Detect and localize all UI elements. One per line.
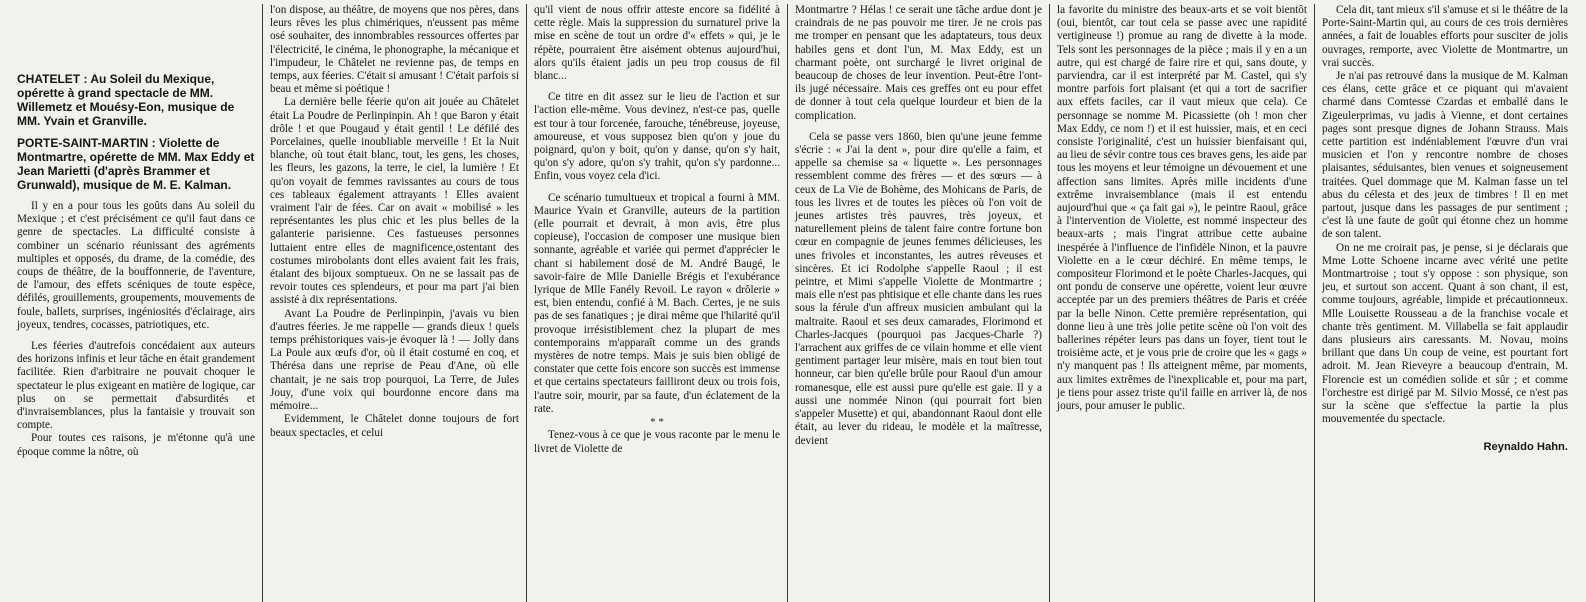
paragraph: qu'il vient de nous offrir atteste encore sa fidélité à cette règle. Mais la suppression du surnaturel prive la mise en scène de tout un ordre d'« effets » qui, je le répète, pourraient être aisément obtenus aujourd'hui, alors qu'ils étaient jadis un peu trop cousus de fil blanc... bbox=[534, 4, 780, 83]
paragraph: Avant La Poudre de Perlinpinpin, j'avais vu bien d'autres féeries. Je me rappelle — grands dieux ! quels temps préhistoriques vais-je évoquer là ! — Jolly dans La Poule aux œufs d'or, où il était costumé en coq, et Thérésa dans une reprise de Peau d'Ane, où elle chantait, je ne sais trop pourquoi, La Terre, de Jules Jouy, d'une voix qui bourdonne encore dans ma mémoire... bbox=[270, 307, 519, 413]
author-signature: Reynaldo Hahn. bbox=[1483, 440, 1568, 453]
paragraph: Cela dit, tant mieux s'il s'amuse et si le théâtre de la Porte-Saint-Martin qui, au cours de ces trois dernières années, a fait de louables efforts pour susciter de jolis ouvrages, remporte, avec Violette de Montmartre, un vrai succès. bbox=[1322, 4, 1568, 69]
paragraph: Cela se passe vers 1860, bien qu'une jeune femme s'écrie : « J'ai la dent », pour dire qu'elle a faim, et appelle sa chemise sa « liquette ». Les personnages ressemblent comme des frères — et des sœurs — à ceux de La Vie de Bohème, des Mohicans de Paris, de tous les livres et de toutes les pièces où l'on voit de jeunes artistes très pauvres, très joyeux, et naturellement pleins de talent faire contre fortune bon cœur en compagnie de jeunes femmes délicieuses, les unes frivoles et inconstantes, les autres rêveuses et sincères. Et ici Rodolphe s'appelle Raoul ; il est peintre, et Mimi s'appelle Violette de Montmartre ; mais elle n'est pas phtisique et elle chante dans les rues sous la férule d'un affreux musicien ambulant qui la maltraite. Raoul et ses deux camarades, Florimond et Charles-Jacques (pourquoi pas Jacques-Charle ?) l'arrachent aux griffes de ce vilain homme et elle vient gentiment partager leur misère, mais en tout bien tout honneur, car bien qu'elle brûle pour Raoul d'un amour romanesque, elle est aussi pure qu'elle est gaie. Il y a aussi une nommée Ninon (qui pourrait fort bien s'appeler Musette) et qui, abandonnant Raoul dont elle était, au lever du rideau, le modèle et la maîtresse, devient bbox=[795, 130, 1042, 447]
column-5 bbox=[1050, 4, 1315, 602]
paragraph: Les féeries d'autrefois concédaient aux auteurs des horizons infinis et leur tâche en était grandement facilitée. Rien d'arbitraire ne pouvait choquer le spectateur le plus exigeant en matière de logique, car plus on se permettait d'absurdités et d'invraisemblances, plus la fantaisie y trouvait son compte. bbox=[17, 340, 255, 432]
column-2 bbox=[263, 4, 527, 602]
paragraph: Il y en a pour tous les goûts dans Au soleil du Mexique ; et c'est précisément ce qu'il faut dans ce genre de spectacles. La difficulté consiste à combiner un scénario réunissant des agréments multiples et opposés, du drame, de la comédie, des coups de théâtre, de la bouffonnerie, de l'aventure, de l'amour, des effets scéniques de toute espèce, défilés, grouillements, groupements, mouvements de foule, ballets, surprises, ingéniosités d'éclairage, airs joyeux, tendres, cocasses, patriotiques, etc. bbox=[17, 200, 255, 331]
paragraph: Evidemment, le Châtelet donne toujours de fort beaux spectacles, et celui bbox=[270, 413, 519, 439]
paragraph: l'on dispose, au théâtre, de moyens que nos pères, dans leurs rêves les plus chimériques, n'eussent pas même osé souhaiter, des innombrables ressources offertes par l'électricité, le cinéma, le phonographe, la mécanique et l'impudeur, le Châtelet ne revienne pas, de temps en temps, aux féeries. C'était si amusant ! C'était parfois si beau et même si poétique ! bbox=[270, 4, 519, 96]
paragraph: On ne me croirait pas, je pense, si je déclarais que Mme Lotte Schoene incarne avec vérité une petite Montmartroise ; tout s'y oppose : son physique, son jeu, et surtout son accent. Quant à son chant, il est, comme toujours, agréable, limpide et précautionneux. Mlle Louisette Rousseau a de la franchise vocale et chante très gentiment. M. Villabella se fait applaudir dans plusieurs airs caressants. M. Novau, moins brillant que dans Un coup de veine, est pourtant fort adroit. M. Jean Rieveyre a beaucoup d'entrain, M. Florencie est un comédien solide et sûr ; et comme l'orchestre est dirigé par M. Silvio Mossé, ce n'est pas sur la scène que s'effectue la partie la plus mouvementée du spectacle. bbox=[1322, 241, 1568, 426]
review-heading-porte-saint-martin: PORTE-SAINT-MARTIN : Violette de Montmartre, opérette de MM. Max Eddy et Jean Marietti (d'après Brammer et Grunwald), musique de M. E. Kalman. bbox=[17, 136, 255, 192]
review-heading-chatelet: CHATELET : Au Soleil du Mexique, opérette à grand spectacle de MM. Willemetz et Mouésy-Eon, musique de MM. Yvain et Granville. bbox=[17, 72, 235, 128]
paragraph: Montmartre ? Hélas ! ce serait une tâche ardue dont je craindrais de ne pas pouvoir me tirer. Je ne crois pas me tromper en pensant que les adaptateurs, tous deux habiles gens et dont l'un, M. Max Eddy, est un charmant poète, ont surchargé le livret original de beaucoup de choses de leur invention. Peut-être l'ont-ils jugé nécessaire. Mais ces greffes ont eu pour effet de donner à tout cela quelque lourdeur et bien de la complication. bbox=[795, 4, 1042, 122]
paragraph: Je n'ai pas retrouvé dans la musique de M. Kalman ces élans, cette grâce et ce piquant qui m'avaient charmé dans Comtesse Czardas et emballé dans le Zigeulerprimas, vu jadis à Vienne, et dont certaines pages sont presque dignes de Johann Strauss. Mais cette partition est indéniablement l'œuvre d'un vrai musicien et l'on y rencontre nombre de choses plaisantes, séduisantes, bien venues et soigneusement traitées. Quel dommage que M. Kalman fasse un tel abus du célesta et des jeux de timbres ! Il en met partout, jusque dans les passages de pur sentiment ; c'est là une faute de goût qui étonne chez un homme de son talent. bbox=[1322, 70, 1568, 241]
column-4 bbox=[788, 4, 1050, 602]
paragraph: Pour toutes ces raisons, je m'étonne qu'à une époque comme la nôtre, où bbox=[17, 432, 255, 458]
paragraph: Tenez-vous à ce que je vous raconte par le menu le livret de Violette de bbox=[534, 429, 780, 455]
column-3 bbox=[527, 4, 788, 602]
paragraph: La dernière belle féerie qu'on ait jouée au Châtelet était La Poudre de Perlinpinpin. Ah ! que Baron y était drôle ! et que Pougaud y était gentil ! Le défilé des Porcelaines, quelle inoubliable merveille ! Et la Nuit blanche, où tout était blanc, tout, les gens, les choses, les fleurs, les gazons, la terre, le ciel, la lumière ! Et qu'on voyait de femmes ravissantes au cours de tous ces tableaux également attrayants ! Elles avaient vraiment l'air de fées. Car on avait « mobilisé » les représentantes les plus chic et les plus belles de la galanterie parisienne. Ces fastueuses personnes luttaient entre elles de magnificence,ostentant des costumes mirobolants dont elles avaient fait les frais, étalant des bijoux somptueux. On ne se lassait pas de revoir toutes ces splendeurs, et pour ma part j'ai bien assisté à dix représentations. bbox=[270, 96, 519, 307]
section-separator: * * bbox=[650, 416, 664, 429]
paragraph: Ce titre en dit assez sur le lieu de l'action et sur l'action elle-même. Vous devinez, n'est-ce pas, quelle est tour à tour forcenée, farouche, ténébreuse, joyeuse, amoureuse, et vous supposez bien qu'on y joue du poignard, qu'on y boit, qu'on y danse, qu'on s'y hait, qu'on s'y adore, qu'on s'y trahit, qu'on s'y pardonne... Enfin, vous voyez cela d'ici. bbox=[534, 91, 780, 183]
column-6 bbox=[1315, 4, 1575, 602]
column-1 bbox=[10, 4, 263, 602]
paragraph: Ce scénario tumultueux et tropical a fourni à MM. Maurice Yvain et Granville, auteurs de la partition (elle pourrait et devrait, à mon avis, être plus copieuse), l'occasion de composer une musique bien sonnante, agréable et variée qui permet d'apprécier le chant si habilement dosé de M. André Baugé, le savoir-faire de Mlle Danielle Brégis et l'exubérance lyrique de Mlle Fanély Revoil. Le rayon « drôlerie » est, bien entendu, confié à M. Bach. Certes, je ne suis pas de ses fanatiques ; je dirai même que l'hilarité qu'il provoque irrésistiblement chez la plupart de mes contemporains m'apparaît comme un des grands mystères de notre temps. Mais je suis bien obligé de constater que cette fois encore son succès est immense et que certains spectateurs failliront deux ou trois fois, l'autre soir, mourir, par sa faute, d'un éclatement de la rate. bbox=[534, 191, 780, 415]
paragraph: la favorite du ministre des beaux-arts et se voit bientôt (oui, bientôt, car tout cela se passe avec une rapidité vertigineuse !) promue au rang de divette à la mode. Tels sont les personnages de la pièce ; mais il y en a un autre, qui est chargé de faire rire et qui, sans doute, y parviendra, car il est interprété par M. Castel, qui s'y montre parfois fort plaisant (et qui a tort de sacrifier aux effets faciles, car il vaut mieux que cela). Ce personnage se nomme M. Picassiette (oh ! mon cher Max Eddy, ce nom !) et il est huissier, mais, et en ceci consiste l'originalité, c'est un huissier bienfaisant qui, au lieu de sévir contre tous ces braves gens, les aide par tous les moyens et leur témoigne un dévouement et une affection sans limites. Après mille incidents d'une extrême invraisemblance (mais il est entendu aujourd'hui que « ça fait gai »), le peintre Raoul, grâce à l'intervention de Violette, est nommé inspecteur des beaux-arts ; mais l'ingrat attribue cette aubaine inespérée à l'influence de l'infidèle Ninon, et la pauvre Violette en a le cœur déchiré. En même temps, le compositeur Florimond et le poète Charles-Jacques, qui ont pondu de conserve une opérette, voient leur œuvre acceptée par un des premiers théâtres de Paris et créée par la belle Ninon. Cette première représentation, qui donne lieu à une très jolie petite scène où l'on voit des ballerines répéter leurs pas dans un foyer, tient tout le troisième acte, et je vous prie de croire que les « gags » n'y manquent pas ! Ils atteignent même, par moments, aux limites extrêmes de l'inexplicable et, pour ma part, je tiens pour assez triste qu'il faille en arriver là, de nos jours, pour amuser le public. bbox=[1057, 4, 1307, 413]
